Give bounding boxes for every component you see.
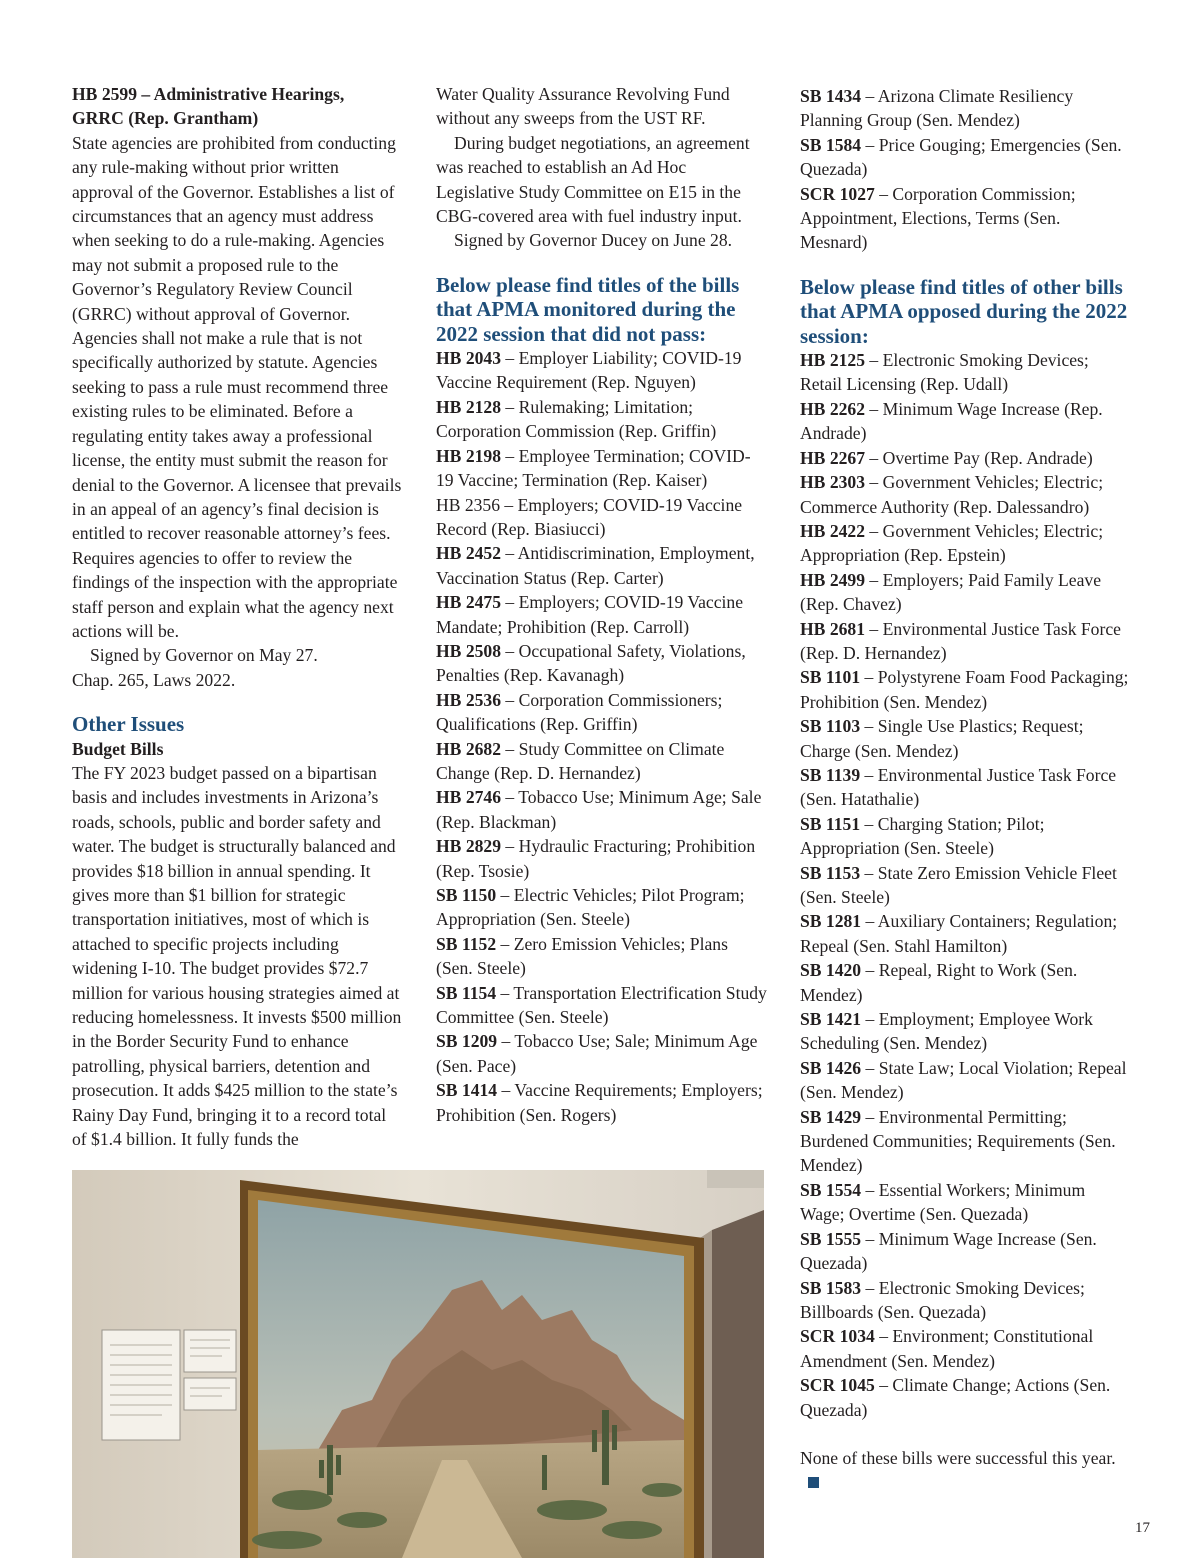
bill-desc: – Corporation Commissioners; Qualifications (Rep. Griffin) [436,689,723,735]
bill-entry [800,133,1130,182]
chapter-note: Chap. 265, Laws 2022. [72,669,236,690]
bill-desc: – Employers; Paid Family Leave (Rep. Chavez) [800,569,1102,615]
bill-entry [436,444,768,493]
bill-id: SB 1152 [436,933,497,954]
bill-desc: – Government Vehicles; Electric; Commerce Authority (Rep. Dalessandro) [800,472,1104,517]
bill-desc: – Tobacco Use; Sale; Minimum Age (Sen. Pace) [436,1031,758,1076]
bill-id: SB 1584 [800,134,862,155]
bill-id: HB 2536 [436,689,502,710]
bill-entry [436,493,768,542]
bill-entry [436,1029,768,1078]
bill-entry [800,1007,1130,1056]
signed-note: Signed by Governor Ducey on June 28. [454,230,733,251]
bill-desc: – Auxiliary Containers; Regulation; Repeal (Sen. Stahl Hamilton) [800,911,1118,956]
bill-body: State agencies are prohibited from conducting any rule-making without prior written approval of the Governor. Establishes a list of circumstances that an agency must address when seeking to do a rule-making. Agencies may not submit a proposed rule to the Governor’s Regulatory Review Council (GRRC) without approval of Governor. Agencies shall not make a rule that is not specifically authorized by statute. Agencies seeking to pass a rule must recommend three existing rules to be eliminated. Before a regulating entity takes away a professional license, the entity must submit the reason for denial to the Governor. A licensee that prevails in an appeal of an agency’s final decision is entitled to recover reasonable attorney’s fees. Requires agencies to offer to review the findings of the inspection with the appropriate staff person and explain what the agency next actions will be. [72,132,402,641]
bill-entry [436,1078,768,1127]
bill-id: SB 1154 [436,982,497,1003]
monitored-bills-list-continued [800,84,1130,255]
bill-entry [800,1178,1130,1227]
bill-desc: – Transportation Electrification Study Committee (Sen. Steele) [436,982,767,1028]
bill-desc: – Occupational Safety, Violations, Penalties (Rep. Kavanagh) [436,640,746,686]
bill-id: SCR 1027 [800,183,875,204]
bill-entry [800,1373,1130,1422]
bill-id: SB 1426 [800,1057,862,1078]
bill-desc: – Rulemaking; Limitation; Corporation Commission (Rep. Griffin) [436,396,717,442]
bill-id: SCR 1045 [800,1375,875,1396]
bill-entry [800,909,1130,958]
bill-desc: – Price Gouging; Emergencies (Sen. Quezada) [800,134,1122,180]
bill-desc: – Antidiscrimination, Employment, Vaccination Status (Rep. Carter) [436,543,755,588]
bill-entry [800,1227,1130,1276]
bill-desc: – Electronic Smoking Devices; Billboards (Sen. Quezada) [800,1277,1085,1322]
budget-body: The FY 2023 budget passed on a bipartisan basis and includes investments in Arizona’s roads, schools, public and border safety and water. The budget is structurally balanced and provides $18 billion in annual spending. It gives more than $1 billion for strategic transportation initiatives, most of which is attached to specific projects including widening I-10. The budget provides $72.7 million for various housing strategies aimed at reducing homelessness. It invests $500 million in the Border Security Fund to enhance patrolling, physical barriers, detention and prosecution. It adds $425 million to the state’s Rainy Day Fund, bringing it to a record total of $1.4 billion. It fully funds the [72,762,402,1150]
bill-id: SB 1555 [800,1228,862,1249]
bill-entry [436,395,768,444]
bill-entry [436,737,768,786]
bill-entry [436,932,768,981]
bill-id: SB 1281 [800,911,862,932]
end-mark-icon [808,1477,819,1488]
signed-note: Signed by Governor on May 27. [90,645,318,666]
bill-id: HB 2303 [800,472,866,493]
bill-id: HB 2681 [800,618,866,639]
bill-desc: – Employment; Employee Work Scheduling (Sen. Mendez) [800,1009,1093,1054]
bill-id: SB 1209 [436,1031,498,1052]
bill-desc: – Essential Workers; Minimum Wage; Overtime (Sen. Quezada) [800,1179,1086,1225]
bill-id: HB 2043 [436,348,502,369]
bill-entry [436,883,768,932]
bill-id: SB 1429 [800,1106,862,1127]
bill-desc: – Climate Change; Actions (Sen. Quezada) [800,1375,1111,1420]
bill-entry [436,541,768,590]
bill-entry [436,590,768,639]
bill-id: SB 1151 [800,813,861,834]
bill-id: HB 2499 [800,569,866,590]
bill-desc: – Employee Termination; COVID-19 Vaccine; Termination (Rep. Kaiser) [436,445,751,491]
bill-desc: – Vaccine Requirements; Employers; Prohibition (Sen. Rogers) [436,1080,763,1125]
opposed-bills-heading: Below please find titles of other bills that APMA opposed during the 2022 session: [800,274,1128,348]
bill-desc: – Study Committee on Climate Change (Rep. D. Hernandez) [436,738,725,783]
bill-id: HB 2475 [436,592,502,613]
bill-id: SB 1139 [800,764,861,785]
bill-entry [800,84,1130,133]
bill-desc: – Corporation Commission; Appointment, Elections, Terms (Sen. Mesnard) [800,183,1076,253]
bill-id: SB 1421 [800,1009,862,1030]
bill-id: HB 2508 [436,640,502,661]
bill-id: SB 1101 [800,667,861,688]
bill-desc: – State Law; Local Violation; Repeal (Sen. Mendez) [800,1057,1127,1103]
column-middle [436,82,768,1127]
page-number: 17 [1135,1520,1150,1536]
bill-id: HB 2267 [800,447,866,468]
bill-entry [800,397,1130,446]
closing-note [800,1446,1130,1495]
negotiations-text: During budget negotiations, an agreement was reached to establish an Ad Hoc Legislative Study Committee on E15 in the CBG-covered area with fuel industry input. [436,132,750,227]
bill-desc: – Overtime Pay (Rep. Andrade) [865,447,1093,468]
other-issues-heading: Other Issues [72,712,185,737]
bill-desc: HB 2356 – Employers; COVID-19 Vaccine Record (Rep. Biasiucci) [436,494,743,539]
bill-entry [800,1324,1130,1373]
bill-desc: – Minimum Wage Increase (Rep. Andrade) [800,398,1103,444]
bill-entry [800,958,1130,1007]
bill-entry [800,446,1130,470]
bill-entry [800,182,1130,255]
bill-desc: – Zero Emission Vehicles; Plans (Sen. Steele) [436,933,728,979]
bill-desc: – Electronic Smoking Devices; Retail Licensing (Rep. Udall) [800,350,1089,395]
bill-desc: – Environmental Permitting; Burdened Communities; Requirements (Sen. Mendez) [800,1106,1116,1176]
bill-desc: – Employers; COVID-19 Vaccine Mandate; Prohibition (Rep. Carroll) [436,592,744,637]
bill-entry [800,1105,1130,1178]
bill-entry [436,981,768,1030]
bill-entry [436,834,768,883]
bill-id: HB 2125 [800,350,866,371]
budget-heading: Budget Bills [72,738,164,759]
bill-id: SCR 1034 [800,1326,875,1347]
bill-id: HB 2452 [436,543,502,564]
bill-id: SB 1153 [800,862,861,883]
bill-entry [436,639,768,688]
bill-entry [800,861,1130,910]
bill-desc: – Arizona Climate Resiliency Planning Group (Sen. Mendez) [800,86,1074,131]
bill-desc: – Employer Liability; COVID-19 Vaccine Requirement (Rep. Nguyen) [436,348,742,393]
bill-desc: – Electric Vehicles; Pilot Program; Appropriation (Sen. Steele) [436,885,745,930]
monitored-bills-list [436,346,768,1127]
bill-desc: – Single Use Plastics; Request; Charge (Sen. Mendez) [800,716,1084,761]
column-right [800,84,1130,1495]
bill-desc: – Charging Station; Pilot; Appropriation (Sen. Steele) [800,813,1045,859]
bill-entry [800,519,1130,568]
bill-entry [436,346,768,395]
painting-photo [72,1170,764,1558]
bill-desc: – Minimum Wage Increase (Sen. Quezada) [800,1228,1097,1274]
bill-desc: – Environmental Justice Task Force (Rep. D. Hernandez) [800,618,1121,663]
bill-desc: – Environmental Justice Task Force (Sen. Hatathalie) [800,764,1117,810]
bill-title [72,82,404,131]
bill-entry [800,714,1130,763]
bill-entry [436,688,768,737]
bill-desc: – State Zero Emission Vehicle Fleet (Sen. Steele) [800,862,1117,907]
bill-id: HB 2682 [436,738,502,759]
continuation-text: Water Quality Assurance Revolving Fund without any sweeps from the UST RF. [436,84,730,129]
bill-id: SB 1554 [800,1179,862,1200]
monitored-bills-heading: Below please find titles of the bills that APMA monitored during the 2022 session that did not pass: [436,272,740,346]
bill-id: HB 2198 [436,445,502,466]
closing-text: None of these bills were successful this year. [800,1447,1116,1468]
bill-id: HB 2746 [436,787,502,808]
bill-desc: – Government Vehicles; Electric; Appropriation (Rep. Epstein) [800,520,1104,566]
bill-desc: – Repeal, Right to Work (Sen. Mendez) [800,960,1078,1005]
bill-entry [800,812,1130,861]
bill-desc: – Tobacco Use; Minimum Age; Sale (Rep. Blackman) [436,787,762,832]
painting-photo-illustration [72,1170,764,1558]
bill-id: SB 1103 [800,716,861,737]
bill-entry [800,617,1130,666]
bill-desc: – Environment; Constitutional Amendment (Sen. Mendez) [800,1326,1094,1371]
bill-title-line2: GRRC (Rep. Grantham) [72,108,259,129]
bill-entry [800,763,1130,812]
bill-id: SB 1434 [800,86,862,106]
column-left [72,82,404,1151]
bill-entry [800,348,1130,397]
bill-entry [800,1276,1130,1325]
opposed-bills-list [800,348,1130,1422]
bill-id: HB 2128 [436,396,502,417]
bill-id: SB 1414 [436,1080,498,1101]
bill-id: SB 1420 [800,960,862,981]
bill-entry [436,785,768,834]
bill-id: HB 2262 [800,398,866,419]
bill-entry [800,568,1130,617]
bill-desc: – Polystyrene Foam Food Packaging; Prohibition (Sen. Mendez) [800,667,1129,712]
bill-entry [800,470,1130,519]
bill-entry [800,665,1130,714]
bill-id: SB 1583 [800,1277,862,1298]
bill-title-line1: HB 2599 – Administrative Hearings, [72,84,345,104]
bill-id: SB 1150 [436,885,497,905]
bill-id: HB 2422 [800,520,866,541]
bill-desc: – Hydraulic Fracturing; Prohibition (Rep. Tsosie) [436,836,756,881]
bill-id: HB 2829 [436,836,502,857]
bill-entry [800,1056,1130,1105]
